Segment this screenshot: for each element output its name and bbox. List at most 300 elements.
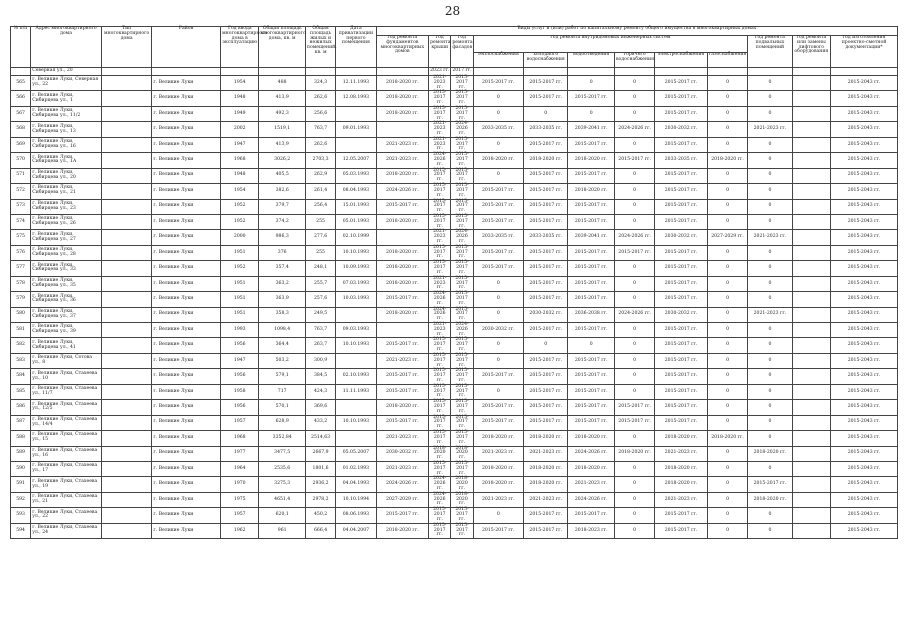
cell-gas: 0	[707, 106, 747, 121]
cell-cold-water: 2021-2023 гг.	[524, 492, 568, 507]
cell-total-area: 628,9	[259, 415, 305, 430]
cell-living-area: 300,9	[305, 353, 335, 368]
cell-docs: 2015-2043 гг.	[831, 122, 898, 137]
cell-drainage: 2024-2026 гг.	[568, 446, 614, 461]
cell-district: г. Великие Луки	[152, 137, 221, 152]
cell-electricity: 2018-2020 гг.	[655, 477, 708, 492]
cell-lift	[792, 384, 830, 399]
cell-hot-water: 2024-2026 гг.	[614, 307, 654, 322]
cell-living-area: 384,5	[305, 369, 335, 384]
cell-hot-water: 0	[614, 492, 654, 507]
cell-heat: 0	[473, 508, 524, 523]
cell-electricity: 2015-2017 гг.	[655, 369, 708, 384]
cell-lift	[792, 323, 830, 338]
cell-lift	[792, 477, 830, 492]
cell-total-area: 3477,5	[259, 446, 305, 461]
cell-cold-water: 2015-2017 гг.	[524, 292, 568, 307]
cell-privatization	[336, 137, 376, 152]
cell-year: 1958	[221, 384, 259, 399]
cell-facade: 2015-2017 гг.	[451, 384, 473, 399]
table-row	[11, 199, 898, 214]
cell-basement: 0	[748, 461, 792, 476]
table-row	[11, 492, 898, 507]
cell-year: 1975	[221, 492, 259, 507]
cell-year: 1957	[221, 508, 259, 523]
cell-living-area: 666,4	[305, 523, 335, 538]
cell-type	[101, 261, 152, 276]
table-row	[11, 369, 898, 384]
table-row	[11, 431, 898, 446]
cell-type	[101, 369, 152, 384]
cell-gas: 0	[707, 400, 747, 415]
col-header-privatization: Дата приватизации первого помещения	[336, 27, 376, 68]
cell-foundation: 2015-2017 гг.	[376, 415, 429, 430]
col-header-roof: год ремонта крыши	[429, 36, 451, 68]
cell-basement: 0	[748, 199, 792, 214]
cell-num: 583	[11, 353, 31, 368]
cell-address: г. Великие Луки, Сибирцева ул., 11/2	[31, 106, 102, 121]
cell-total-area: 492,3	[259, 106, 305, 121]
cell-foundation: 2015-2017 гг.	[376, 199, 429, 214]
cell-heat: 0	[473, 91, 524, 106]
cell-docs: 2015-2043 гг.	[831, 245, 898, 260]
cell-basement: 0	[748, 384, 792, 399]
cell-lift	[792, 230, 830, 245]
cell-living-area: 2667,9	[305, 446, 335, 461]
cell-basement: 0	[748, 137, 792, 152]
cell-cold-water: 2015-2017 гг.	[524, 384, 568, 399]
table-row	[11, 292, 898, 307]
cell-living-area: 763,7	[305, 122, 335, 137]
cell-year: 1951	[221, 245, 259, 260]
table-row	[11, 446, 898, 461]
cell-type	[101, 230, 152, 245]
cell-living-area: 763,7	[305, 323, 335, 338]
cell-num: 565	[11, 76, 31, 91]
cell-total-area: 717	[259, 384, 305, 399]
cell-cold-water: 2015-2017 гг.	[524, 261, 568, 276]
cell-docs: 2015-2043 гг.	[831, 477, 898, 492]
cell-privatization: 10.10.1993	[336, 245, 376, 260]
cell-cold-water: 2015-2017 гг.	[524, 323, 568, 338]
cell-living-area: 369,6	[305, 400, 335, 415]
cell-district: г. Великие Луки	[152, 431, 221, 446]
cell-gas: 0	[707, 214, 747, 229]
cell-gas: 0	[707, 261, 747, 276]
cell-living-area: 263,7	[305, 338, 335, 353]
cell-privatization: 08.06.1993	[336, 508, 376, 523]
cell-privatization: 07.03.1993	[336, 276, 376, 291]
cell-drainage: 2018-2020 гг.	[568, 184, 614, 199]
cell-docs: 2015-2043 гг.	[831, 276, 898, 291]
cell-foundation: 2018-2020 гг.	[376, 106, 429, 121]
cell-lift	[792, 214, 830, 229]
cell-num: 566	[11, 91, 31, 106]
cell-electricity: 2030-2032 гг.	[655, 307, 708, 322]
cell-district: г. Великие Луки	[152, 199, 221, 214]
cell-lift	[792, 91, 830, 106]
col-header-electricity: электроснабжения	[655, 53, 708, 68]
cell-address: г. Великие Луки, Сибирцева ул., 26	[31, 214, 102, 229]
cell-privatization: 10.09.1993	[336, 261, 376, 276]
cell-electricity: 2015-2017 гг.	[655, 214, 708, 229]
cell-facade: 2015-2017 гг.	[451, 106, 473, 121]
cell-total-area: 357,4	[259, 261, 305, 276]
cell-electricity: 2015-2017 гг.	[655, 292, 708, 307]
cell-gas: 0	[707, 199, 747, 214]
cell-gas: 0	[707, 137, 747, 152]
page-number: 28	[444, 4, 461, 18]
cell-num: 586	[11, 400, 31, 415]
cell-roof: 2024-2026 гг.	[429, 153, 451, 168]
cell-heat: 0	[473, 353, 524, 368]
cell-cold-water: 2033-2035 гг.	[524, 230, 568, 245]
table-row	[11, 122, 898, 137]
cell-electricity: 2021-2023 гг.	[655, 492, 708, 507]
cell-foundation: 2018-2020 гг.	[376, 214, 429, 229]
cell-basement: 0	[748, 292, 792, 307]
cell-hot-water: 0	[614, 384, 654, 399]
cell-num: 582	[11, 338, 31, 353]
cell-total-area: 1098,4	[259, 323, 305, 338]
cell-docs: 2015-2043 гг.	[831, 261, 898, 276]
cell-heat: 0	[473, 292, 524, 307]
cell-drainage: 2015-2017 гг.	[568, 353, 614, 368]
cell-cold-water: 2015-2017 гг.	[524, 214, 568, 229]
cell-year: 1977	[221, 446, 259, 461]
cell-hot-water: 0	[614, 353, 654, 368]
cell-total-area: 358,3	[259, 307, 305, 322]
cell-num: 567	[11, 106, 31, 121]
cell-basement: 2015-2017 гг.	[748, 477, 792, 492]
cell-docs: 2015-2043 гг.	[831, 400, 898, 415]
cell-privatization: 10.10.1993	[336, 338, 376, 353]
cell-cold-water: 2015-2017 гг.	[524, 415, 568, 430]
cell-total-area: 961	[259, 523, 305, 538]
cell-num: 571	[11, 168, 31, 183]
cell-drainage: 2015-2017 гг.	[568, 261, 614, 276]
cell-facade: 2015-2017 гг.	[451, 168, 473, 183]
cell-gas: 0	[707, 508, 747, 523]
cell-electricity: 2033-2035 гг.	[655, 153, 708, 168]
cell-hot-water: 2024-2026 гг.	[614, 122, 654, 137]
cell-drainage: 2015-2017 гг.	[568, 276, 614, 291]
cell-foundation: 2015-2017 гг.	[376, 338, 429, 353]
cell-num: 584	[11, 369, 31, 384]
cell-basement: 0	[748, 323, 792, 338]
cell-hot-water: 0	[614, 292, 654, 307]
cell-facade: 2015-2017 гг.	[451, 431, 473, 446]
cell-electricity: 2030-2032 гг.	[655, 230, 708, 245]
cell-total-area: 986,3	[259, 230, 305, 245]
cell-cold-water: 2015-2017 гг.	[524, 199, 568, 214]
col-header-type: Тип многоквартирного дома	[101, 27, 152, 68]
cell-cold-water: 2018-2020 гг.	[524, 477, 568, 492]
cell-type	[101, 153, 152, 168]
cell-foundation	[376, 323, 429, 338]
cell-foundation: 2024-2026 гг.	[376, 184, 429, 199]
cell-type	[101, 292, 152, 307]
cell-roof: 2024-2026 гг.	[429, 292, 451, 307]
cell-address: г. Великие Луки, Сибирцева ул., 35	[31, 276, 102, 291]
cell-lift	[792, 492, 830, 507]
cell-basement: 0	[748, 214, 792, 229]
cell-num: 579	[11, 292, 31, 307]
cell-cold-water: 0	[524, 338, 568, 353]
cell-heat: 2015-2017 гг.	[473, 214, 524, 229]
cell-total-area: 3275,3	[259, 477, 305, 492]
cell-total-area: 379,7	[259, 199, 305, 214]
cell-electricity: 2015-2017 гг.	[655, 245, 708, 260]
capital-repair-table	[10, 26, 898, 539]
cell-cold-water: 2015-2017 гг.	[524, 137, 568, 152]
cell-roof: 2015-2017 гг.	[429, 214, 451, 229]
cell-gas: 0	[707, 446, 747, 461]
cell-privatization	[336, 431, 376, 446]
cell-lift	[792, 369, 830, 384]
cell-lift	[792, 461, 830, 476]
cell-privatization	[336, 400, 376, 415]
cell-gas: 0	[707, 245, 747, 260]
cell-foundation: 2018-2020 гг.	[376, 76, 429, 91]
cell-heat: 2015-2017 гг.	[473, 523, 524, 538]
cell-lift	[792, 184, 830, 199]
cell-foundation: 2018-2020 гг.	[376, 307, 429, 322]
cell-num: 573	[11, 199, 31, 214]
cell-hot-water: 0	[614, 369, 654, 384]
cell-roof: 2021-2023 гг.	[429, 323, 451, 338]
cell-address: г. Великие Луки, Сотова ул., 8	[31, 353, 102, 368]
cell-heat: 0	[473, 106, 524, 121]
table-row	[11, 461, 898, 476]
cell-total-area: 364,4	[259, 338, 305, 353]
cell-heat: 2015-2017 гг.	[473, 415, 524, 430]
cell-hot-water: 0	[614, 168, 654, 183]
cell-drainage: 2018-2020 гг.	[568, 461, 614, 476]
cell-living-area: 424,3	[305, 384, 335, 399]
cell-docs: 2015-2043 гг.	[831, 76, 898, 91]
cell-foundation	[376, 230, 429, 245]
cell-num: 577	[11, 261, 31, 276]
cell-electricity: 2015-2017 гг.	[655, 415, 708, 430]
cell-electricity: 2015-2017 гг.	[655, 184, 708, 199]
cell-year: 1947	[221, 353, 259, 368]
cell-electricity: 2015-2017 гг.	[655, 199, 708, 214]
cell-gas: 0	[707, 91, 747, 106]
cell-total-area: 620,1	[259, 508, 305, 523]
cell-year: 1970	[221, 477, 259, 492]
cell-year: 2000	[221, 230, 259, 245]
cell-privatization: 04.04.1993	[336, 477, 376, 492]
cell-gas: 0	[707, 415, 747, 430]
cell-docs: 2015-2043 гг.	[831, 292, 898, 307]
cell-heat: 0	[473, 137, 524, 152]
cell-facade: 2015-2017 гг.	[451, 307, 473, 322]
cell-roof: 2018-2020 гг.	[429, 446, 451, 461]
cell-address: г. Великие Луки, Сибирцева ул., 37	[31, 307, 102, 322]
cell-drainage: 2018-2020 гг.	[568, 153, 614, 168]
cell-year: 1954	[221, 184, 259, 199]
col-header-drainage: водоотведения	[568, 53, 614, 68]
cell-address: г. Великие Луки, Стахеева ул., 22	[31, 508, 102, 523]
cell-address: г. Великие Луки, Стахеева ул., 24	[31, 523, 102, 538]
cell-cold-water: 2030-2032 гг.	[524, 307, 568, 322]
cell-docs: 2015-2043 гг.	[831, 230, 898, 245]
cell-docs: 2015-2043 гг.	[831, 323, 898, 338]
cell-district: г. Великие Луки	[152, 508, 221, 523]
cell-docs: 2015-2043 гг.	[831, 137, 898, 152]
table-row	[11, 508, 898, 523]
cell-facade: 2015-2017 гг.	[451, 523, 473, 538]
cell-hot-water: 0	[614, 461, 654, 476]
table-row	[11, 76, 898, 91]
cell-hot-water: 2015-2017 гг.	[614, 415, 654, 430]
cell-electricity: 2015-2017 гг.	[655, 91, 708, 106]
table-row	[11, 400, 898, 415]
cell-living-area: 249,5	[305, 307, 335, 322]
cell-type	[101, 508, 152, 523]
col-header-num: № п/п	[11, 27, 31, 68]
cell-living-area: 255,7	[305, 276, 335, 291]
cell-privatization: 10.10.1993	[336, 415, 376, 430]
cell-total-area: 579,1	[259, 369, 305, 384]
cell-cold-water: 2033-2035 гг.	[524, 122, 568, 137]
cell-electricity: 2021-2023 гг.	[655, 446, 708, 461]
cell-gas: 0	[707, 461, 747, 476]
table-row	[11, 106, 898, 121]
cell-docs: 2015-2043 гг.	[831, 168, 898, 183]
cell-year: 1964	[221, 461, 259, 476]
cell-heat: 0	[473, 384, 524, 399]
table-row	[11, 384, 898, 399]
cell-basement: 0	[748, 415, 792, 430]
cell-docs: 2015-2043 гг.	[831, 384, 898, 399]
cell-roof: 2015-2017 гг.	[429, 508, 451, 523]
cell-roof: 2015-2017 гг.	[429, 400, 451, 415]
cell-basement: 2021-2023 гг.	[748, 307, 792, 322]
cell-living-area: 450,2	[305, 508, 335, 523]
cell-living-area: 2703,3	[305, 153, 335, 168]
cell-total-area: 2535,6	[259, 461, 305, 476]
cell-type	[101, 415, 152, 430]
cell-basement: 0	[748, 76, 792, 91]
cell-drainage: 2015-2017 гг.	[568, 508, 614, 523]
cell-privatization: 11.11.1993	[336, 384, 376, 399]
cell-heat: 2015-2017 гг.	[473, 184, 524, 199]
cell-lift	[792, 307, 830, 322]
table-row	[11, 168, 898, 183]
cell-facade: 2015-2017 гг.	[451, 153, 473, 168]
cell-facade: 2015-2017 гг.	[451, 91, 473, 106]
cell-basement: 0	[748, 508, 792, 523]
cell-address: г. Великие Луки, Стахеева ул., 12/5	[31, 400, 102, 415]
cell-year: 1968	[221, 431, 259, 446]
cell-electricity: 2030-2032 гг.	[655, 122, 708, 137]
cell-district: г. Великие Луки	[152, 122, 221, 137]
cell-roof: 2024-2026 гг.	[429, 307, 451, 322]
cell-basement: 2021-2023 гг.	[748, 122, 792, 137]
cell-year: 1951	[221, 276, 259, 291]
cell-total-area: 405,5	[259, 168, 305, 183]
cell-basement: 0	[748, 184, 792, 199]
cell-num: 576	[11, 245, 31, 260]
cell-lift	[792, 338, 830, 353]
cell-basement: 0	[748, 153, 792, 168]
cell-gas: 0	[707, 369, 747, 384]
cell-facade: 2024-2026 гг.	[451, 323, 473, 338]
cell-district: г. Великие Луки	[152, 400, 221, 415]
table-row	[11, 214, 898, 229]
cell-drainage: 0	[568, 106, 614, 121]
cell-district: г. Великие Луки	[152, 353, 221, 368]
group-header-systems: год ремонта внутридомовых инженерных систем	[473, 36, 748, 53]
cell-basement: 0	[748, 400, 792, 415]
cell-cold-water: 2018-2020 гг.	[524, 461, 568, 476]
cell-basement: 2018-2020 гг.	[748, 446, 792, 461]
cell-total-area: 1519,1	[259, 122, 305, 137]
cell-docs: 2015-2043 гг.	[831, 184, 898, 199]
cell-drainage: 2015-2017 гг.	[568, 292, 614, 307]
cell-privatization: 12.08.1993	[336, 91, 376, 106]
cell-year: 1951	[221, 307, 259, 322]
cell-hot-water: 0	[614, 276, 654, 291]
cell-year: 1949	[221, 106, 259, 121]
cell-living-area: 261,4	[305, 184, 335, 199]
cell-address: г. Великие Луки, Сибирцева ул., 41	[31, 338, 102, 353]
cell-district: г. Великие Луки	[152, 292, 221, 307]
cell-gas: 0	[707, 276, 747, 291]
cell-lift	[792, 122, 830, 137]
cell-cold-water: 2015-2017 гг.	[524, 523, 568, 538]
cell-heat: 2018-2020 гг.	[473, 461, 524, 476]
cell-hot-water: 0	[614, 261, 654, 276]
cell-num: 574	[11, 214, 31, 229]
cell-facade: 2015-2017 гг.	[451, 400, 473, 415]
cell-drainage: 2015-2017 гг.	[568, 369, 614, 384]
cell-type	[101, 338, 152, 353]
cell-gas: 0	[707, 384, 747, 399]
cell-type	[101, 276, 152, 291]
cell-facade: 2015-2017 гг.	[451, 369, 473, 384]
cell-roof: 2015-2017 гг.	[429, 415, 451, 430]
cell-facade: 2015-2017 гг.	[451, 338, 473, 353]
cell-lift	[792, 292, 830, 307]
cell-living-area: 255	[305, 214, 335, 229]
cell-roof: 2015-2017 гг.	[429, 369, 451, 384]
group-header-works: Виды услуг и (или) работ по капитальному ремонту общего имущества в многоквартирных домах	[376, 27, 897, 36]
cell-total-area: 382,6	[259, 184, 305, 199]
cell-roof: 2024-2026 гг.	[429, 492, 451, 507]
col-header-cold-water: холодного водоснабжения	[524, 53, 568, 68]
cell-roof: 2015-2017 гг.	[429, 384, 451, 399]
cell-privatization: 04.04.2007	[336, 523, 376, 538]
cell-electricity: 2015-2017 гг.	[655, 338, 708, 353]
cell-total-area: 488	[259, 76, 305, 91]
cell-district: г. Великие Луки	[152, 261, 221, 276]
cell-type	[101, 400, 152, 415]
cell-total-area: 413,9	[259, 91, 305, 106]
cell-privatization: 10.03.1993	[336, 292, 376, 307]
cell-hot-water: 2018-2020 гг.	[614, 446, 654, 461]
cell-hot-water: 0	[614, 323, 654, 338]
cell-year: 1968	[221, 153, 259, 168]
cell-drainage: 2015-2017 гг.	[568, 384, 614, 399]
cell-foundation: 2021-2023 гг.	[376, 431, 429, 446]
cell-basement: 0	[748, 168, 792, 183]
cell-electricity: 2015-2017 гг.	[655, 508, 708, 523]
cell-privatization: 15.01.1993	[336, 199, 376, 214]
cell-foundation: 2018-2020 гг.	[376, 400, 429, 415]
